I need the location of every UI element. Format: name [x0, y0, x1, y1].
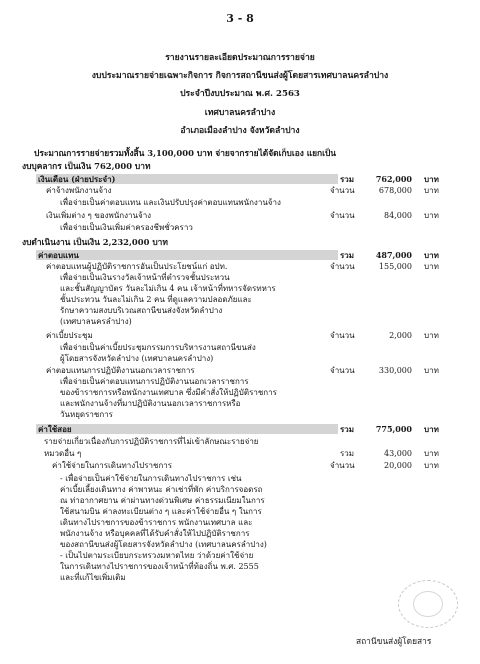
item-desc: เพื่อจ่ายเป็นค่าตอบแทนการปฏิบัติงานนอกเวลาราชการ	[60, 377, 249, 386]
page-number: 3 - 8	[226, 12, 254, 25]
expenses-total-unit: บาท	[424, 424, 439, 434]
item-amount: 2,000	[389, 331, 412, 340]
municipality: เทศบาลนครลำปาง	[204, 108, 276, 118]
expenses-total-amount: 775,000	[375, 424, 412, 434]
personnel-budget: งบบุคลากร เป็นเงิน 762,000 บาท	[22, 161, 151, 171]
item-desc: รักษาความสงบบริเวณสถานีขนส่งจังหวัดลำปาง	[60, 306, 223, 315]
salary-total-label: รวม	[340, 174, 355, 184]
item-desc: วันหยุดราชการ	[60, 410, 113, 419]
item-desc: ค่าเบี้ยเลี้ยงเดินทาง ค่าพาหนะ ค่าเช่าที่พัก ค่าบริการจอดรถ	[60, 485, 263, 494]
item-desc: ใช้สนามบิน ค่าลงทะเบียนต่าง ๆ และค่าใช้จ่ายอื่น ๆ ในการ	[60, 507, 262, 516]
subcategory-amount: 43,000	[384, 449, 412, 458]
item-unit: บาท	[424, 186, 439, 195]
item-desc: และชั้นสัญญาบัตร วันละไม่เกิน 4 คน เจ้าหน้าที่ทหารจัดรทหาร	[60, 284, 276, 293]
amount-label: จำนวน	[330, 366, 355, 375]
item-unit: บาท	[424, 331, 439, 340]
item-desc: - เป็นไปตามระเบียบกระทรวงมหาดไทย ว่าด้วยค่าใช้จ่าย	[60, 551, 254, 560]
report-title: รายงานรายละเอียดประมาณการรายจ่าย	[165, 53, 315, 63]
item-unit: บาท	[424, 211, 439, 220]
item-unit: บาท	[424, 262, 439, 271]
total-summary: ประมาณการรายจ่ายรวมทั้งสิ้น 3,100,000 บาท จ่ายจากรายได้จัดเก็บเอง แยกเป็น	[34, 148, 337, 158]
expenses-heading: ค่าใช้สอย	[36, 424, 338, 434]
salary-total-unit: บาท	[424, 174, 439, 184]
item-desc: (เทศบาลนครลำปาง)	[60, 317, 132, 326]
amount-label: จำนวน	[330, 331, 355, 340]
compensation-heading: ค่าตอบแทน	[36, 250, 338, 260]
district: อำเภอเมืองลำปาง จังหวัดลำปาง	[180, 126, 300, 136]
salary-total-amount: 762,000	[375, 174, 412, 184]
item-desc: เพื่อจ่ายเป็นเงินรางวัลเจ้าหน้าที่ตำรวจชั้นประทวน	[60, 273, 230, 282]
compensation-total-label: รวม	[340, 250, 355, 260]
item-name: เงินเพิ่มต่าง ๆ ของพนักงานจ้าง	[46, 211, 152, 220]
item-name: ค่าเบี้ยประชุม	[46, 331, 93, 340]
amount-label: จำนวน	[330, 211, 355, 220]
report-subtitle: งบประมาณรายจ่ายเฉพาะกิจการ กิจการสถานีขนส่งผู้โดยสารเทศบาลนครลำปาง	[91, 71, 389, 81]
official-seal-stamp	[398, 580, 458, 628]
amount-label: จำนวน	[330, 461, 355, 470]
item-desc: เพื่อจ่ายเป็นค่าตอบแทน และเงินปรับปรุงค่าตอบแทนพนักงานจ้าง	[60, 198, 281, 207]
subcategory-name-cont: หมวดอื่น ๆ	[44, 449, 82, 458]
amount-label: จำนวน	[330, 186, 355, 195]
item-desc: เพื่อจ่ายเป็นค่าเบี้ยประชุมกรรมการบริหารงานสถานีขนส่ง	[60, 343, 256, 352]
footer-text: สถานีขนส่งผู้โดยสาร	[356, 636, 432, 646]
item-desc: และพนักงานจ้างที่มาปฏิบัติงานนอกเวลาราชการหรือ	[60, 399, 241, 408]
item-desc: ณ ท่าอากาศยาน ค่าผ่านทางด่วนพิเศษ ค่าธรรมเนียมในการ	[60, 496, 265, 505]
item-desc: ของข้าราชการหรือพนักงานเทศบาล ซึ่งมีคำสั่งให้ปฏิบัติราชการ	[60, 388, 277, 397]
item-desc: ชั้นประทวน วันละไม่เกิน 2 คน ที่ดูแลความปลอดภัยและ	[60, 295, 252, 304]
item-desc: และที่แก้ไขเพิ่มเติม	[60, 573, 126, 582]
item-desc: เพื่อจ่ายเป็นเงินเพิ่มค่าครองชีพชั่วคราว	[60, 223, 193, 232]
item-name: ค่าใช้จ่ายในการเดินทางไปราชการ	[52, 461, 173, 470]
item-amount: 155,000	[378, 262, 412, 271]
operations-budget: งบดำเนินงาน เป็นเงิน 2,232,000 บาท	[22, 237, 168, 247]
fiscal-year: ประจำปีงบประมาณ พ.ศ. 2563	[180, 89, 300, 99]
item-unit: บาท	[424, 461, 439, 470]
amount-label: จำนวน	[330, 262, 355, 271]
item-desc: พนักงานจ้าง หรือบุคคลที่ได้รับคำสั่งให้ไปปฏิบัติราชการ	[60, 529, 250, 538]
item-amount: 330,000	[378, 366, 412, 375]
item-desc: ในการเดินทางไปราชการของเจ้าหน้าที่ท้องถิ่น พ.ศ. 2555	[60, 562, 259, 571]
item-desc: ของสถานีขนส่งผู้โดยสารจังหวัดลำปาง (เทศบาลนครลำปาง)	[60, 540, 267, 549]
item-amount: 678,000	[378, 186, 412, 195]
compensation-total-unit: บาท	[424, 250, 439, 260]
subcategory-name: รายจ่ายเกี่ยวเนื่องกับการปฏิบัติราชการที่ไม่เข้าลักษณะรายจ่าย	[44, 437, 259, 446]
amount-label: รวม	[340, 449, 355, 458]
item-unit: บาท	[424, 449, 439, 458]
item-name: ค่าตอบแทนผู้ปฏิบัติราชการอันเป็นประโยชน์แก่ อปท.	[46, 262, 228, 271]
item-desc: ผู้โดยสารจังหวัดลำปาง (เทศบาลนครลำปาง)	[60, 354, 214, 363]
item-amount: 20,000	[384, 461, 412, 470]
item-unit: บาท	[424, 366, 439, 375]
item-desc: เดินทางไปราชการของข้าราชการ พนักงานเทศบาล และ	[60, 518, 253, 527]
item-desc: - เพื่อจ่ายเป็นค่าใช้จ่ายในการเดินทางไปราชการ เช่น	[60, 474, 242, 483]
item-amount: 84,000	[384, 211, 412, 220]
expenses-total-label: รวม	[340, 424, 355, 434]
item-name: ค่าจ้างพนักงานจ้าง	[46, 186, 112, 195]
item-name: ค่าตอบแทนการปฏิบัติงานนอกเวลาราชการ	[46, 366, 195, 375]
salary-heading: เงินเดือน (ฝ่ายประจำ)	[36, 174, 338, 184]
compensation-total-amount: 487,000	[375, 250, 412, 260]
